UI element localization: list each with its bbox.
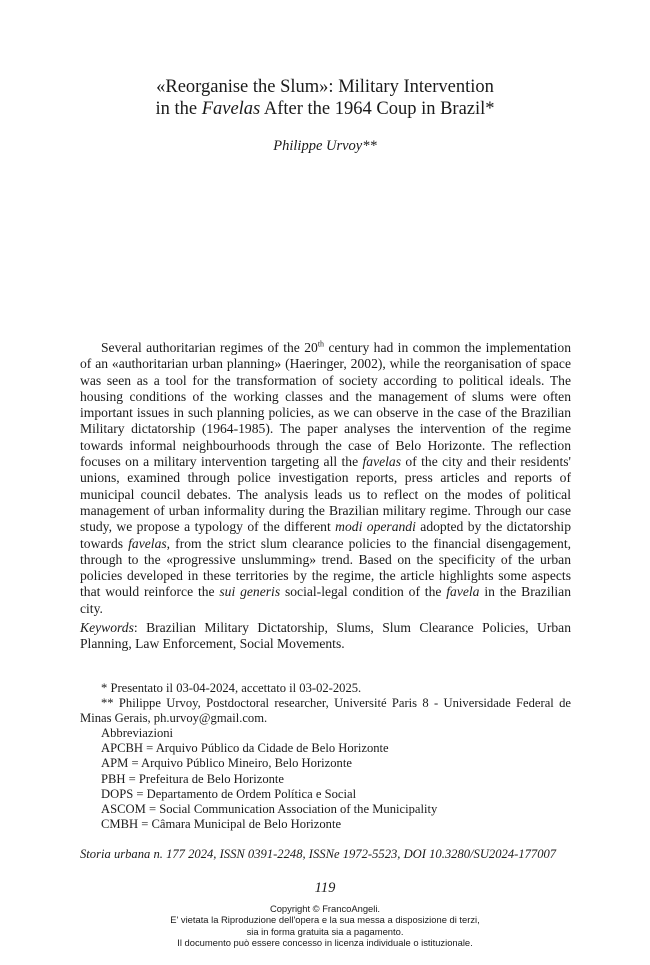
footnote-author: ** Philippe Urvoy, Postdoctoral researcher, Université Paris 8 - Universidade Federal de Minas Gerais, ph.urvoy@gmail.com.	[80, 696, 571, 726]
title-line-1: «Reorganise the Slum»: Military Intervention	[156, 77, 494, 97]
abstract-text-5: , from the strict slum clearance policies to the financial disengagement, through to the «progressive unslumming» trend. Based on the specificity of the urban policies developed in these territories by the regime, the article highlights some aspects that would reinforce the	[80, 535, 571, 600]
abstract-text-6: social-legal condition of the	[280, 584, 447, 600]
abstract-text-3: of the city and their residents' unions, examined through police investigation reports, press articles and reports of municipal council debates. The analysis leads us to reflect on the modes of political management of urban informality during the Brazilian military regime. Through our case study, we propose a typology of the different	[80, 454, 571, 535]
abbreviation-item: ASCOM = Social Communication Association of the Municipality	[101, 801, 438, 816]
title-favelas: Favelas	[201, 99, 261, 119]
abstract-superscript: th	[317, 339, 325, 349]
abbreviation-item: CMBH = Câmara Municipal de Belo Horizonte	[101, 816, 342, 831]
author-name: Philippe Urvoy**	[273, 138, 377, 154]
abstract-text-1: Several authoritarian regimes of the 20	[101, 340, 318, 355]
copyright-line: sia in forma gratuita sia a pagamento.	[246, 925, 404, 937]
abbreviation-item: DOPS = Departamento de Ordem Política e Social	[101, 786, 357, 801]
footnotes	[80, 681, 571, 832]
abstract-text-4: adopted by the dictatorship towards	[80, 519, 571, 551]
title-line-2	[0, 98, 650, 120]
footnote-presented: * Presentato il 03-04-2024, accettato il 03-02-2025.	[101, 681, 362, 695]
abstract-text-7: in the Brazilian city.	[80, 584, 572, 616]
copyright-line: Il documento può essere concesso in licenza individuale o istituzionale.	[177, 936, 473, 948]
keywords-label: Keywords	[80, 620, 134, 635]
title-line-2-post: After the 1964 Coup in Brazil*	[260, 99, 495, 119]
journal-citation: Storia urbana n. 177 2024, ISSN 0391-2248, ISSNe 1972-5523, DOI 10.3280/SU2024-177007	[80, 847, 557, 861]
abbreviation-item: PBH = Prefeitura de Belo Horizonte	[101, 771, 285, 786]
abstract-emphasis-4: sui generis	[219, 584, 281, 600]
abstract-emphasis-2: modi operandi	[335, 519, 416, 535]
copyright-line: E' vietata la Riproduzione dell'opera e la sua messa a disposizione di terzi,	[170, 914, 480, 926]
keywords-text: : Brazilian Military Dictatorship, Slums, Slum Clearance Policies, Urban Planning, Law Enforcement, Social Movements.	[80, 620, 571, 652]
abstract-emphasis-5: favela	[446, 584, 480, 600]
page-number: 119	[314, 880, 336, 896]
copyright-notice	[0, 903, 650, 948]
article-title	[0, 76, 650, 120]
abbreviation-item: APM = Arquivo Público Mineiro, Belo Horizonte	[101, 756, 352, 771]
abstract-text-2: century had in common the implementation of an «authoritarian urban planning» (Haeringer, 2002), while the reorganisation of space was seen as a tool for the transformation of society according to political ideals. The housing conditions of the working classes and the management of slums were often important issues in such planning policies, as we can observe in the case of the Brazilian Military dictatorship (1964-1985). The paper analyses the intervention of the regime towards informal neighbourhoods through the case of Belo Horizonte. The reflection focuses on a military intervention targeting all the	[80, 340, 571, 470]
title-line-2-pre: in the	[155, 99, 202, 119]
abstract	[80, 340, 571, 617]
abbreviations-heading: Abbreviazioni	[101, 726, 174, 741]
keywords	[80, 620, 571, 653]
abbreviation-item: APCBH = Arquivo Público da Cidade de Belo Horizonte	[101, 741, 389, 756]
copyright-line: Copyright © FrancoAngeli.	[269, 903, 381, 914]
abstract-emphasis-3: favelas	[128, 535, 167, 551]
abstract-emphasis-1: favelas	[362, 454, 402, 470]
